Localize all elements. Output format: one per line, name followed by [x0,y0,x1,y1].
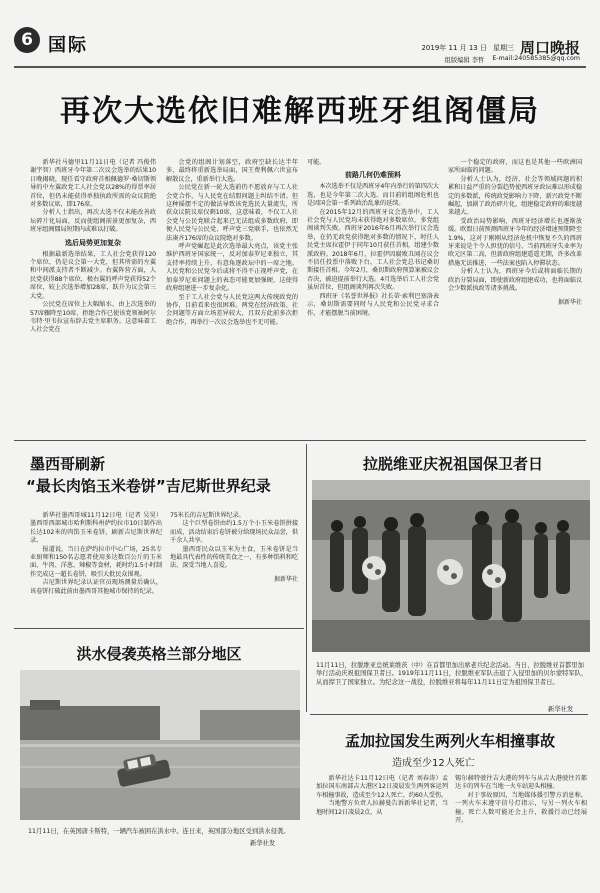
bangladesh-subheadline: 造成至少12人死亡 [392,758,475,769]
lead-subheading: 选后局势更加复杂 [65,238,121,247]
lead-paragraph: 公民党在席位上大幅缩水，由上次选举的57席骤降至10席，拒绝合作已使该党领袖阿尔韦特·里韦拉宣布辞去党主席职务。这意味着工人社会党在 [30,301,156,334]
section-divider [14,628,304,629]
ceremony-scene-illustration [312,480,590,652]
mexico-paragraph: 报道说，当日在萨约拉市中心广场，25名专业厨师和150名志愿者使用多达数百公斤的玉米面、牛肉、洋葱、辣椒等食材，耗时约1.5小时制作完成这一超长卷饼，吸引大批民众围观。 [30,545,162,578]
bangladesh-paragraph: 新华社达卡11月12日电（记者 刘春涛）孟加拉国东南部吉大港区12日凌晨发生两列客运列车相撞事故，造成至少12人死亡、约60人受伤。 [316,775,448,799]
masthead-editor-row [445,55,580,64]
lead-paragraph: 在2015年12月的西班牙议会选举中，工人社会党与人民党均未获得绝对多数席位，多党组阁谈判失败。西班牙2016年6月再次举行议会选举，在仍无政党获得绝对多数的情况下，时任人民党主席拉霍伊于同年10月获任首相，组建少数派政府。2018年6月，拉霍伊因腐败丑闻在议会不信任投票中落败下台，工人社会党总书记桑切斯接任首相。今年2月，桑切斯政府预算案被议会否决，被迫提前举行大选。4月选举后工人社会党虽居首位，但组阁谈判再次失败。 [307,208,439,292]
flood-scene-illustration [20,670,300,820]
mexico-paragraph: 新华社墨西哥城11月12日电（记者 吴昊）墨西哥西部城市哈利斯科州萨约拉市10日制作出长达102米的肉馅玉米卷饼，刷新吉尼斯世界纪录。 [30,512,162,545]
flood-byline: 新华社发 [250,840,276,847]
section-divider [14,440,586,441]
mexico-column-1 [30,512,162,596]
latvia-headline: 拉脱维亚庆祝祖国保卫者日 [362,455,543,473]
issue-weekday: 星期三 [492,43,514,52]
bangladesh-paragraph: 当地警方负责人拉赫曼告诉新华社记者，当地时间12日凌晨2点，从 [316,800,448,816]
lead-paragraph: 新华社马德里11月11日电（记者 冯俊伟 谢宇智）西班牙今年第二次议会选举的结果10日晚揭晓，现任看守政府首相佩德罗·桑切斯领导的中左翼政党工人社会党以28%的得票率居首位，但仍未能获得单独执政所需的众议院绝对多数议席，即176席。 [30,159,156,209]
lead-paragraph: 可能。 [307,159,326,166]
lead-paragraph: 根据最新选举结果，工人社会党获得120个席位，仍是议会第一大党，但其所需的左翼和中间派支持者不断减少。右翼阵营方面，人民党获得88个席位，极右翼的呼声党获得52个席位，较上次选举增加28席，跃升为议会第三大党。 [30,250,156,300]
mexico-paragraph: 75米长的吉尼斯世界纪录。 [170,512,245,519]
latvia-byline: 新华社发 [548,706,574,713]
flood-caption: 11月11日，在英国唐卡斯特，一辆汽车被困在洪水中。连日来，英国部分地区受到洪水侵袭。 [28,828,290,835]
issue-date: 2019年 11 月 13 日 [421,43,487,52]
latvia-caption: 11月11日，拉脱维亚总统莱维茨（中）在首都里加出席老兵纪念活动。当日，拉脱维亚首都里加举行活动庆祝祖国保卫者日。1919年11月11日，拉脱维亚军队击退了入侵里加的贝尔蒙特军队，从而捍卫了国家独立。为纪念这一战役，拉脱维亚将每年11月11日定为祖国保卫者日。 [316,662,588,686]
lead-paragraph: 会党的组阁计划落空，政府空缺长达半年多，最终将重新选举局面，国王费利佩六世宣布解散议会，重新举行大选。 [166,159,298,183]
latvia-photo [312,480,590,652]
section-title: 国际 [48,35,88,56]
lead-column-3 [307,159,439,318]
column-divider [306,444,307,712]
page-number: 6 [21,30,33,50]
bangladesh-column-2 [455,775,587,825]
flood-photo [20,670,300,820]
lead-paragraph: 西班牙《名誉世界报》社长蒂·索利巴塞洛表示，桑切斯需要同时与人民党和公民党寻求合作，才能摆脱当前困境。 [307,292,439,317]
lead-paragraph: 呼声党崛起是此次选举最大亮点，该党主张维护西班牙国家统一，反对加泰罗尼亚独立，其支持率持续上升，有意角逐政坛中的一席之地。人民党和公民党今后或将不得不正视呼声党，在加泰罗尼亚问题上的表态可能更加强硬，这使得政府组建进一步复杂化。 [166,243,298,293]
mexico-paragraph: 墨西哥民众以玉米为主食，玉米卷饼是当地最具代表性的传统美食之一，有多种馅料和吃法，深受当地人喜爱。 [170,545,298,570]
editor-credit: 组版编辑 李哲 [444,57,485,64]
lead-subheading: 前路几何仍难预料 [345,171,401,180]
bangladesh-headline: 孟加拉国发生两列火车相撞事故 [344,732,555,750]
lead-column-4 [448,159,582,306]
mexico-headline: “最长肉馅玉米卷饼”吉尼斯世界纪录 [26,477,271,495]
lead-paragraph: 受政治局势影响，西班牙经济增长也逐渐放缓。欧盟日前预测西班牙今年的经济增速预期降至1.9%，这对于刚刚从经济危机中恢复不久的西班牙来说是个令人担忧的信号。当前西班牙失业率为欧元区第二高，但新政府组建遥遥无期，许多改革措施无法推进，一些法案也陷入停滞状态。 [448,217,582,267]
mexico-column-2 [170,512,298,583]
bangladesh-paragraph: 对于事故原因，当地媒体援引警方消息称，一列火车未遵守信号灯指示，与另一列火车相撞。死亡人数可能还会上升，救援行动已经展开。 [455,791,587,825]
bangladesh-column-1 [316,775,448,817]
section-divider [310,714,588,715]
lead-column-1 [30,159,156,335]
lead-paragraph: 本次选举不仅是西班牙4年内举行的第四次大选，也是今年第二次大选。而目前的组阁危机也是因国会第一系列政治乱象的延续。 [307,183,439,208]
mexico-paragraph: 这个巨型卷饼由约1.5万个小玉米卷饼拼接而成，活动结束后卷饼被分给现场民众品尝，供千余人共享。 [170,520,298,545]
flood-headline: 洪水侵袭英格兰部分地区 [76,645,242,663]
bangladesh-paragraph: 锡尔赫特驶往吉大港的列车与从吉大港驶往首都达卡的列车在当地一火车站迎头相撞。 [455,775,587,791]
mexico-byline: 据新华社 [273,575,298,583]
lead-headline: 再次大选依旧难解西班牙组阁僵局 [60,94,540,129]
masthead-divider [14,66,586,68]
lead-paragraph: 分析人士认为，经济、社会等领域问题的积累和日益严重的分裂趋势使西班牙政坛难以形成稳定的多数派，传统政党影响力下降，新兴政党不断崛起，加剧了政治碎片化，组建稳定政府的难度越来越大。 [448,175,582,217]
lead-column-2 [166,159,298,327]
lead-paragraph: 一个稳定的政府，而这也是其他一些欧洲国家所面临的问题。 [448,159,582,175]
mexico-paragraph: 吉尼斯世界纪录认证官员现场测量后确认，该卷饼打破此前由墨西哥其他城市保持的纪录。 [30,579,162,595]
mexico-kicker: 墨西哥刷新 [30,455,106,473]
lead-byline: 据新华社 [557,298,582,306]
editor-email: E-mail:240585385@qq.com [492,55,580,62]
lead-paragraph: 分析人士指出，再次大选不仅未能改善政坛碎片化局面，反而使组阁前景更加复杂，西班牙组阁僵局短期内或难以打破。 [30,209,156,234]
lead-paragraph: 至于工人社会党与人民党这两大传统政党的协作，目前看来也很困难。两党在经济政策、社会问题等方面立场差异较大，且双方此前多次拒绝合作，再举行一次议会选举也不无可能。 [166,293,298,326]
paper-name: 周口晚报 [519,39,580,57]
lead-paragraph: 公民党在新一轮大选前仍不愿放弃与工人社会党合作，与人民党在结盟问题上纠结不清。但这种摇摆不定的做法导致该党选民大量流失，所获众议院议席仅剩10席，这意味着，不仅工人社会党与公民党联合起来已无法组成多数政府，即便人民党与公民党、呼声党三党联手，也依然无法凑齐176席的众议院绝对多数。 [166,184,298,242]
lead-paragraph: 分析人士认为，西班牙今后或将面临长期的政治分裂局面，即使新政府组建成功，也将面临议会少数派执政等诸多挑战。 [448,268,582,293]
